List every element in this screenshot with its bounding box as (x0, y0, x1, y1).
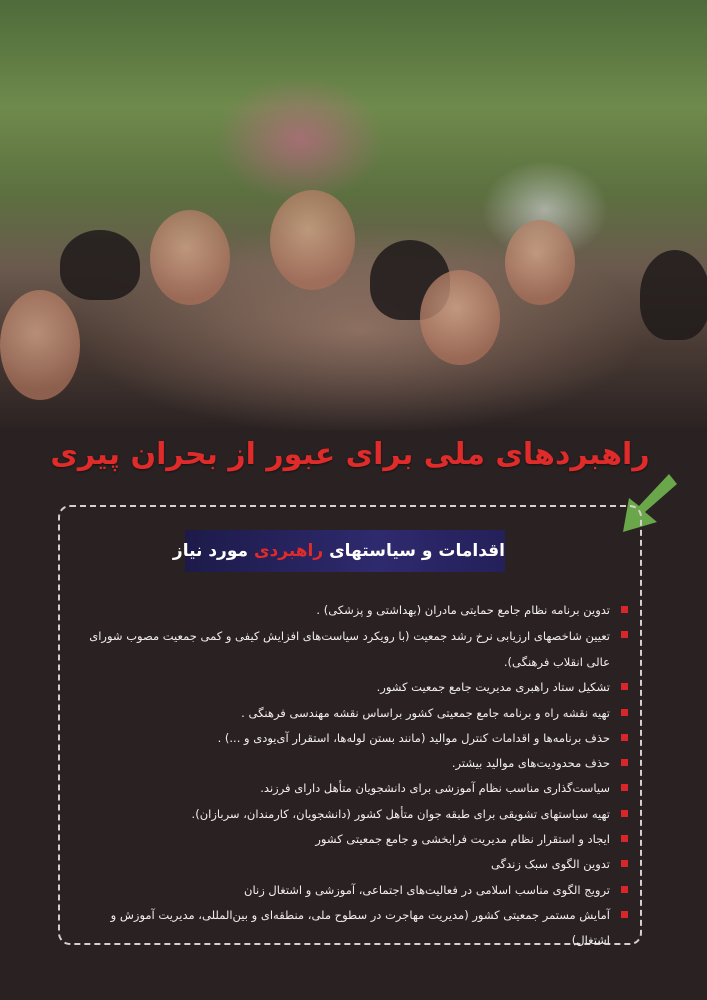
bullet-icon (621, 886, 628, 893)
bullet-icon (621, 683, 628, 690)
list-item-text: سیاست‌گذاری مناسب نظام آموزشی برای دانشجویان متأهل دارای فرزند. (260, 781, 610, 796)
list-item-text: حذف برنامه‌ها و اقدامات کنترل موالید (مانند بستن لوله‌ها، استقرار آی‌یو‌دی و ...) . (217, 730, 610, 745)
strategies-list (80, 598, 632, 954)
crowd-figure (505, 220, 575, 305)
list-item (80, 903, 632, 954)
list-item (80, 776, 632, 801)
bullet-icon (621, 606, 628, 613)
crowd-faces (0, 240, 707, 420)
subtitle-text: اقدامات و سیاستهای (323, 541, 505, 561)
list-item (80, 827, 632, 852)
bullet-icon (621, 709, 628, 716)
bullet-icon (621, 734, 628, 741)
list-item (80, 675, 632, 700)
list-item-text: ایجاد و استقرار نظام مدیریت فرابخشی و جامع جمعیتی کشور (315, 832, 610, 847)
list-item (80, 852, 632, 877)
page-title: راهبردهای ملی برای عبور از بحران پیری (50, 437, 650, 472)
crowd-figure (60, 230, 140, 300)
list-item-text: آمایش مستمر جمعیتی کشور (مدیریت مهاجرت در سطوح ملی، منطقه‌ای و بین‌المللی، مدیریت آموزش و اشتغال) (110, 907, 610, 948)
bullet-icon (621, 860, 628, 867)
list-item (80, 878, 632, 903)
list-item-text: حذف محدودیت‌های موالید بیشتر. (451, 756, 610, 771)
list-item-text: تهیه سیاستهای تشویقی برای طبقه جوان متأهل کشور (دانشجویان، کارمندان، سربازان). (191, 806, 610, 821)
list-item (80, 623, 632, 675)
bullet-icon (621, 631, 628, 638)
list-item-text: تعیین شاخصهای ارزیابی نرخ رشد جمعیت (با رویکرد سیاست‌های افزایش کیفی و کمی جمعیت مصوب شورای عالی انقلاب فرهنگی). (89, 629, 610, 670)
list-item-text: تدوین برنامه نظام جامع حمایتی مادران (بهداشتی و پزشکی) . (316, 603, 610, 617)
subtitle-highlight: راهبردی (253, 541, 324, 561)
subtitle-text-end: مورد نیاز (172, 541, 254, 561)
crowd-figure (150, 210, 230, 305)
bullet-icon (621, 911, 628, 918)
list-item (80, 751, 632, 776)
bullet-icon (621, 759, 628, 766)
crowd-figure (640, 250, 707, 340)
crowd-figure (420, 270, 500, 365)
crowd-photo (0, 0, 707, 430)
bullet-icon (621, 784, 628, 791)
list-item-text: تدوین الگوی سبک زندگی (491, 857, 610, 872)
bullet-icon (621, 835, 628, 842)
section-subtitle (172, 530, 505, 572)
list-item (80, 802, 632, 827)
crowd-figure (0, 290, 80, 400)
list-item-text: تشکیل ستاد راهبری مدیریت جامع جمعیت کشور. (376, 680, 610, 695)
list-item (80, 701, 632, 726)
list-item (80, 598, 632, 623)
list-item (80, 726, 632, 751)
crowd-figure (270, 190, 355, 290)
bullet-icon (621, 810, 628, 817)
list-item-text: ترویج الگوی مناسب اسلامی در فعالیت‌های اجتماعی، آموزشی و اشتغال زنان (244, 882, 610, 897)
list-item-text: تهیه نقشه راه و برنامه جامع جمعیتی کشور براساس نقشه مهندسی فرهنگی . (241, 705, 610, 720)
